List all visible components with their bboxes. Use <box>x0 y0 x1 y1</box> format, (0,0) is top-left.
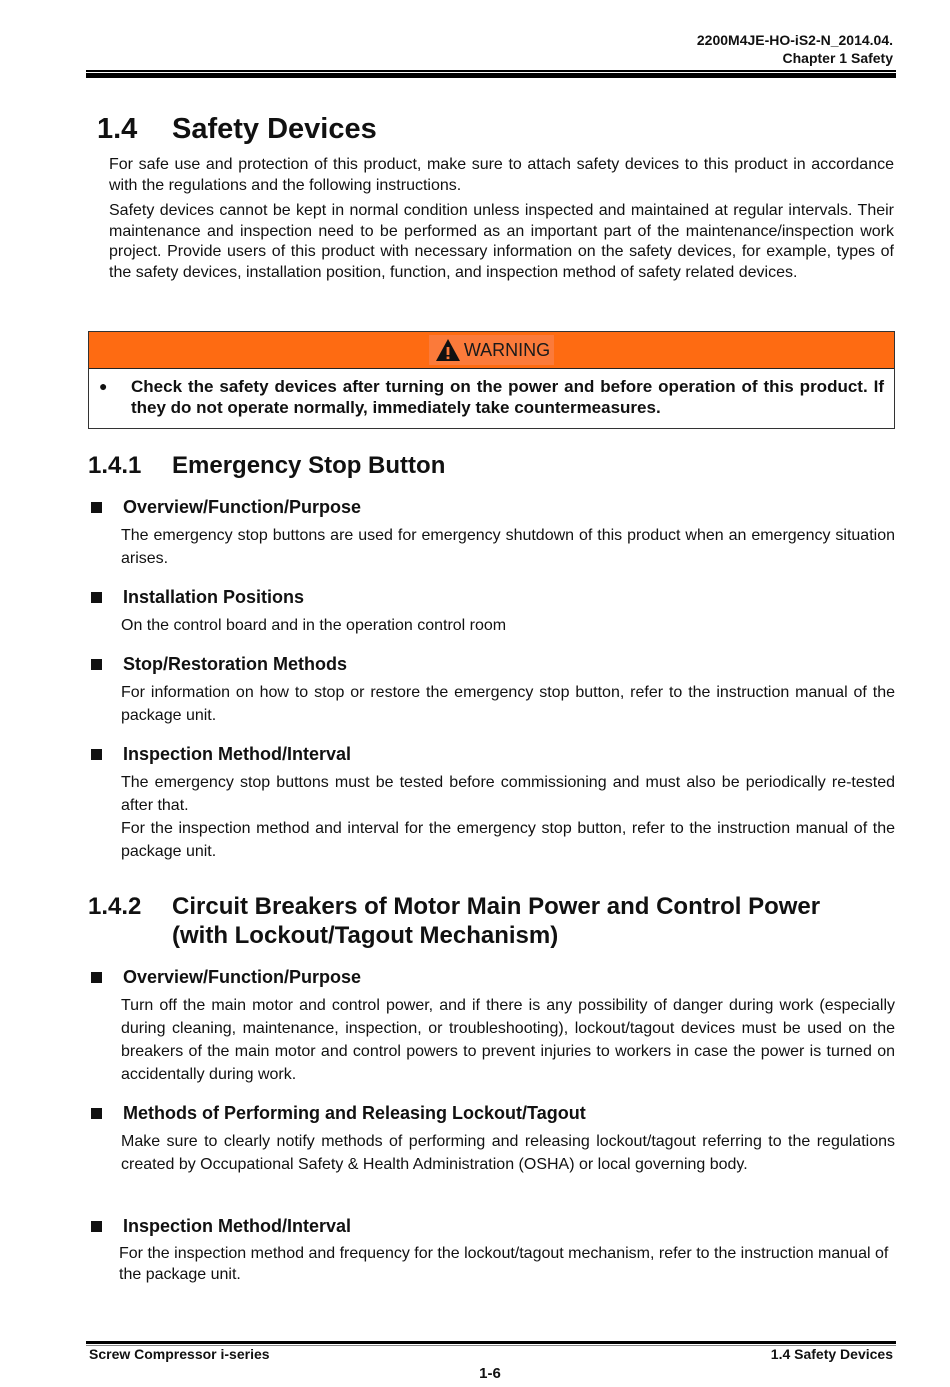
square-bullet-icon <box>91 749 102 760</box>
subsection-heading <box>88 451 445 480</box>
header-rule <box>86 70 896 78</box>
section-intro <box>109 155 894 288</box>
subsection-number: 1.4.2 <box>88 893 142 920</box>
warning-title: WARNING <box>463 339 551 360</box>
topic-heading: Methods of Performing and Releasing Lockout/Tagout <box>123 1103 586 1123</box>
topic-body: For the inspection method and interval for the emergency stop button, refer to the instruction manual of the package unit. <box>121 820 895 860</box>
topic-body: For the inspection method and frequency for the lockout/tagout mechanism, refer to the instruction manual of the package unit. <box>119 1245 889 1283</box>
topic-block <box>89 586 895 637</box>
topic-body: Make sure to clearly notify methods of performing and releasing lockout/tagout referring to the regulations created by Occupational Safety & Health Administration (OSHA) or local governing body. <box>121 1133 895 1173</box>
bullet-icon: ● <box>99 378 108 394</box>
topic-heading: Installation Positions <box>123 587 305 607</box>
warning-header <box>89 332 894 369</box>
square-bullet-icon <box>91 502 102 513</box>
intro-paragraph: For safe use and protection of this product, make sure to attach safety devices to this product in accordance with the regulations and the following instructions. <box>109 156 894 194</box>
topic-body: Turn off the main motor and control power, and if there is any possibility of danger during work (especially during cleaning, maintenance, inspection, or troubleshooting), lockout/tagout devices must be used on the breakers of the main motor and control powers to prevent injuries to workers in case the power is turned on accidentally during work. <box>121 997 895 1083</box>
topic-block <box>89 653 895 727</box>
subsection-title-line2: (with Lockout/Tagout Mechanism) <box>172 922 559 949</box>
topic-heading: Overview/Function/Purpose <box>123 497 362 517</box>
topic-heading: Inspection Method/Interval <box>123 744 352 764</box>
subsection-heading <box>88 892 820 950</box>
warning-text: Check the safety devices after turning on the power and before operation of this product. If they do not operate normally, immediately take countermeasures. <box>131 377 884 417</box>
topic-body: For information on how to stop or restore the emergency stop button, refer to the instruction manual of the package unit. <box>121 684 895 724</box>
topic-body: The emergency stop buttons must be tested before commissioning and must also be periodically re-tested after that. <box>121 774 895 814</box>
square-bullet-icon <box>91 972 102 983</box>
subsection-title: Emergency Stop Button <box>172 452 446 479</box>
chapter-title: Chapter 1 Safety <box>782 50 893 66</box>
topic-heading: Stop/Restoration Methods <box>123 654 347 674</box>
warning-body <box>89 369 894 418</box>
section-number: 1.4 <box>97 113 138 145</box>
footer-product-name: Screw Compressor i-series <box>89 1346 270 1362</box>
topic-heading: Inspection Method/Interval <box>123 1216 352 1236</box>
section-heading <box>97 112 377 146</box>
subsection-number: 1.4.1 <box>88 452 142 479</box>
page-number: 1-6 <box>479 1365 501 1382</box>
intro-paragraph: Safety devices cannot be kept in normal condition unless inspected and maintained at regular intervals. Their maintenance and inspection need to be performed as an important part of the maintenance/inspection work project. Provide users of this product with necessary information on the safety devices, for example, types of the safety devices, installation position, function, and inspection method of safety related devices. <box>109 202 894 281</box>
footer-section-name: 1.4 Safety Devices <box>770 1346 893 1362</box>
topic-block <box>89 496 895 570</box>
warning-box <box>88 331 895 429</box>
square-bullet-icon <box>91 659 102 670</box>
topic-block <box>89 1102 895 1176</box>
warning-label <box>429 335 554 365</box>
subsection-title: Circuit Breakers of Motor Main Power and Control Power <box>172 893 821 920</box>
topic-block <box>89 743 895 863</box>
square-bullet-icon <box>91 1221 102 1232</box>
topic-block <box>89 966 895 1086</box>
topic-body: On the control board and in the operation control room <box>121 617 507 634</box>
section-title: Safety Devices <box>172 113 377 145</box>
page-header <box>697 31 893 67</box>
square-bullet-icon <box>91 1108 102 1119</box>
topic-block <box>89 1215 895 1285</box>
warning-triangle-icon <box>435 338 461 362</box>
topic-heading: Overview/Function/Purpose <box>123 967 362 987</box>
square-bullet-icon <box>91 592 102 603</box>
document-code: 2200M4JE-HO-iS2-N_2014.04. <box>696 32 893 48</box>
topic-body: The emergency stop buttons are used for emergency shutdown of this product when an emergency situation arises. <box>121 527 895 567</box>
